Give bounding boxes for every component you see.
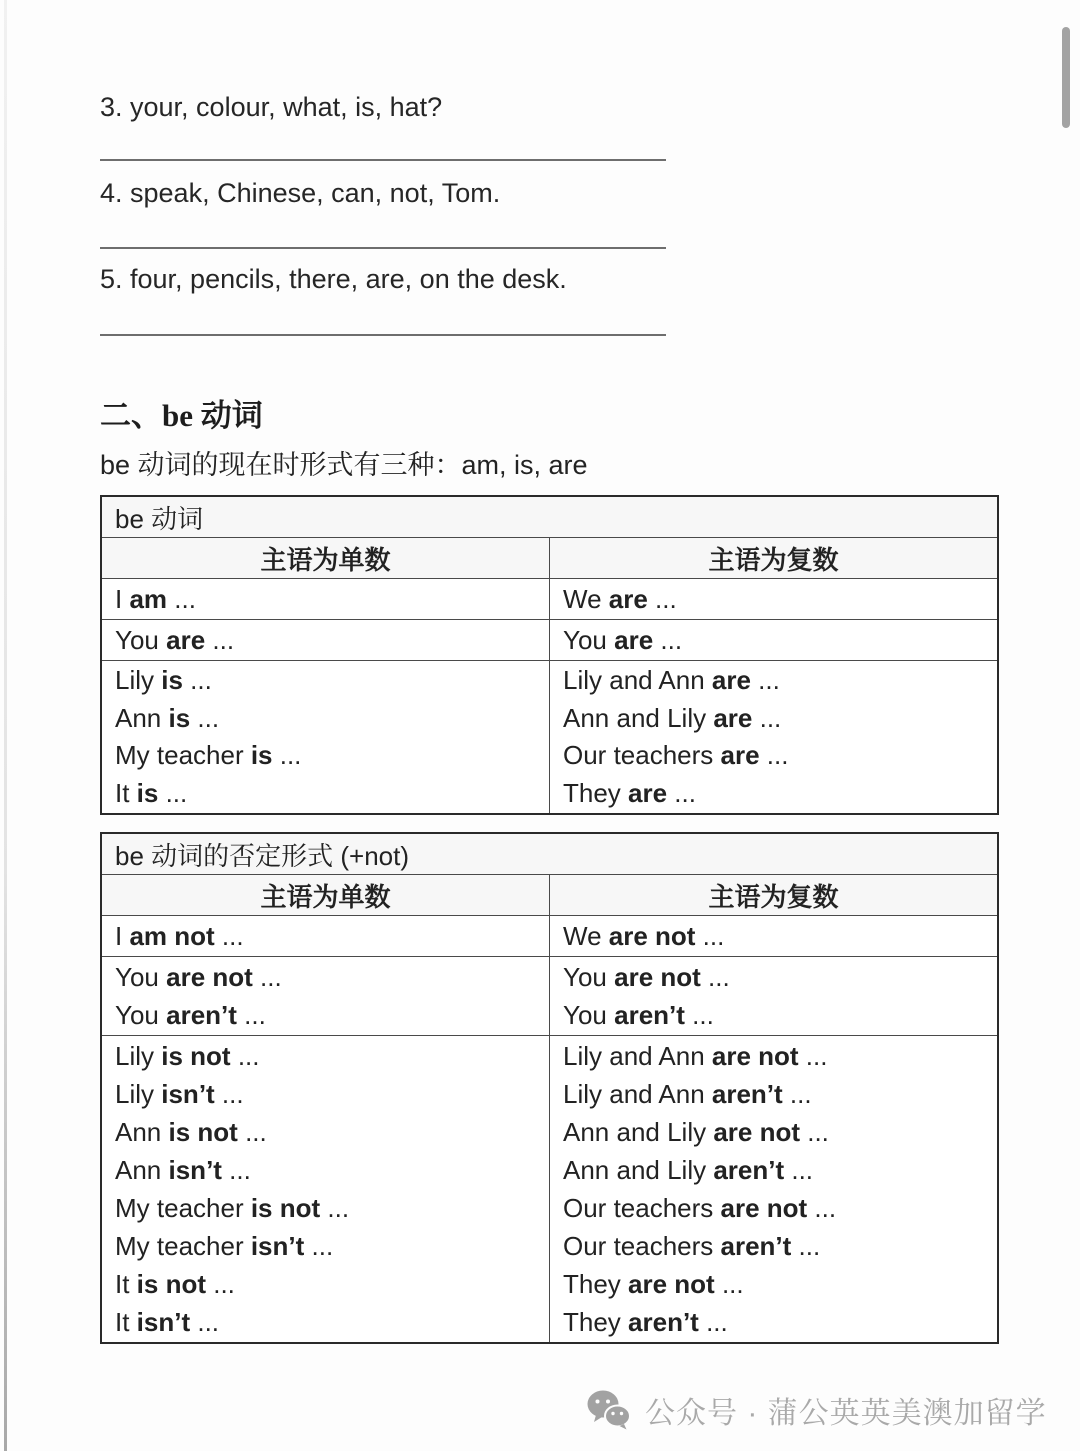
cell-singular-subject [101,620,550,661]
sentence-line: Lily is not ... [115,1041,260,1071]
table-title: be 动词 [101,496,998,538]
sentence-line: Our teachers aren’t ... [563,1231,821,1261]
wechat-icon [586,1389,632,1431]
table-col-header: 主语为复数 [550,538,999,579]
sentence-line: They aren’t ... [563,1307,728,1337]
table-col-header: 主语为单数 [101,875,550,916]
answer-blank-line [100,334,666,336]
sentence-line: Ann and Lily are not ... [563,1117,829,1147]
sentence-line: My teacher is ... [115,740,302,770]
sentence-line: You are ... [563,625,683,655]
sentence-line: They are ... [563,777,696,808]
sentence-line: Ann is not ... [115,1117,267,1147]
sentence-line: It is ... [115,777,188,808]
table-row [101,620,998,661]
sentence-line: You are not ... [115,962,282,992]
cell-plural-subject [550,620,999,661]
sentence-line: You are ... [115,625,235,655]
watermark-text: 公众号 · 蒲公英英美澳加留学 [645,1397,1047,1430]
answer-blank-line [100,247,666,249]
table-row [101,1036,998,1344]
sentence-line: My teacher isn’t ... [115,1231,334,1261]
sentence-line: Lily and Ann are ... [563,665,780,695]
exercise-question-3: 3. your, colour, what, is, hat? [100,92,443,122]
sentence-line: It isn’t ... [115,1307,220,1337]
sentence-line: Our teachers are not ... [563,1193,837,1223]
sentence-line: Ann is ... [115,702,220,733]
table-col-header: 主语为复数 [550,875,999,916]
sentence-line: You aren’t ... [563,1000,714,1030]
sentence-line: We are not ... [563,921,725,951]
be-verb-negative-table [100,832,999,1344]
sentence-line: It is not ... [115,1269,235,1299]
table-row [101,916,998,957]
section-intro: be 动词的现在时形式有三种：am, is, are [100,450,588,480]
sentence-line: Lily is ... [115,665,212,695]
cell-plural-subject [550,957,999,1036]
scrollbar-thumb[interactable] [1062,27,1070,128]
sentence-line: Ann and Lily aren’t ... [563,1155,814,1185]
watermark [586,1388,1047,1432]
sentence-line: We are ... [563,584,677,614]
cell-singular-subject [101,579,550,620]
cell-plural-subject [550,579,999,620]
sentence-line: My teacher is not ... [115,1193,350,1223]
section-heading: 二、be 动词 [100,398,263,433]
cell-plural-subject [550,661,999,815]
sentence-line: Lily isn’t ... [115,1079,244,1109]
be-verb-table [100,495,999,815]
cell-singular-subject [101,916,550,957]
sentence-line: Our teachers are ... [563,740,789,770]
sentence-line: I am ... [115,584,196,614]
table-row [101,957,998,1036]
exercise-question-4: 4. speak, Chinese, can, not, Tom. [100,178,501,208]
table-title: be 动词的否定形式 (+not) [101,833,998,875]
cell-plural-subject [550,916,999,957]
sentence-line: Lily and Ann are not ... [563,1041,828,1071]
cell-singular-subject [101,957,550,1036]
table-row [101,661,998,815]
sentence-line: You are not ... [563,962,730,992]
table-col-header: 主语为单数 [101,538,550,579]
table-row [101,579,998,620]
sentence-line: They are not ... [563,1269,744,1299]
page-edge-shadow [4,0,7,1451]
sentence-line: You aren’t ... [115,1000,266,1030]
cell-plural-subject [550,1036,999,1344]
sentence-line: I am not ... [115,921,244,951]
cell-singular-subject [101,661,550,815]
sentence-line: Ann isn’t ... [115,1155,251,1185]
sentence-line: Lily and Ann aren’t ... [563,1079,812,1109]
answer-blank-line [100,159,666,161]
exercise-question-5: 5. four, pencils, there, are, on the desk. [100,264,567,294]
cell-singular-subject [101,1036,550,1344]
sentence-line: Ann and Lily are ... [563,702,782,733]
